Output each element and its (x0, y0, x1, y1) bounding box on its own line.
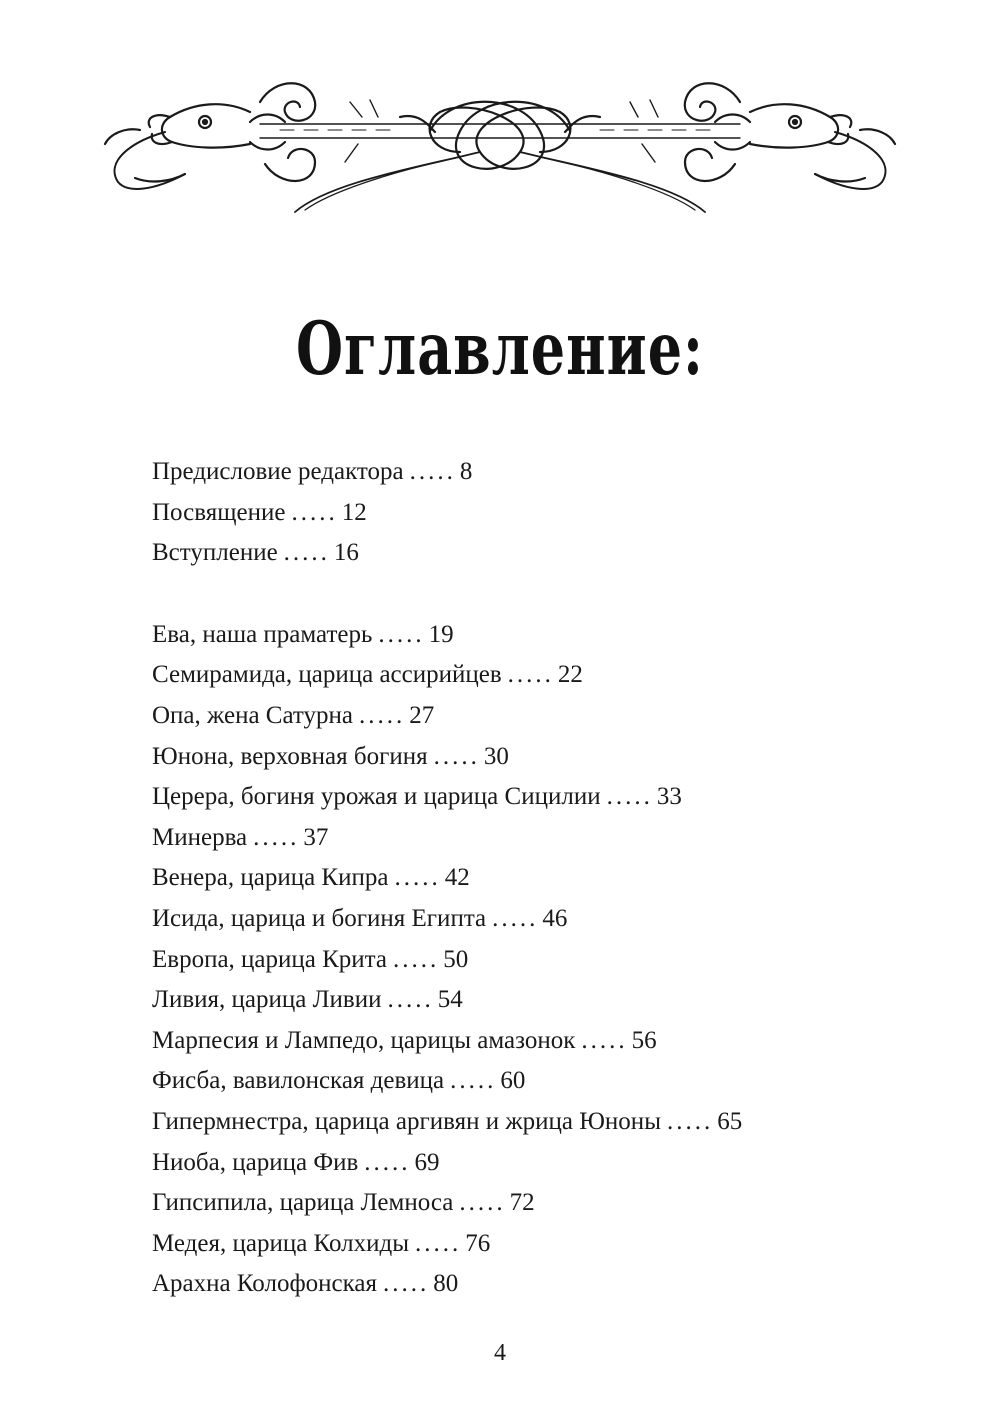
toc-entry-page: 60 (500, 1067, 526, 1095)
toc-front-matter (152, 452, 912, 574)
toc-leader-dots: ..... (378, 620, 425, 648)
toc-entry-page: 30 (483, 742, 509, 770)
toc-leader-dots: ..... (359, 701, 406, 729)
toc-entry-page: 56 (631, 1026, 657, 1054)
toc-entry-page: 27 (409, 701, 435, 729)
toc-entry (152, 858, 912, 899)
toc-entry-title: Исида, царица и богиня Египта (152, 904, 487, 932)
toc-entry (152, 777, 912, 818)
page-number: 4 (494, 1340, 506, 1366)
toc-entry-title: Арахна Колофонская (152, 1270, 377, 1298)
toc-entry-title: Опа, жена Сатурна (152, 701, 353, 729)
toc-leader-dots: ..... (383, 1270, 430, 1298)
toc-entry-page: 72 (509, 1189, 535, 1217)
toc-entry (152, 1102, 912, 1143)
toc-leader-dots: ..... (291, 498, 338, 526)
toc-entry-page: 50 (443, 945, 469, 973)
toc-entry-page: 8 (459, 458, 473, 485)
toc-leader-dots: ..... (415, 1229, 462, 1257)
toc-entry-title: Юнона, верховная богиня (152, 742, 428, 770)
toc-entry-title: Ливия, царица Ливии (152, 986, 382, 1014)
toc-leader-dots: ..... (459, 1189, 506, 1217)
toc-entry (152, 1224, 912, 1265)
table-of-contents (152, 452, 912, 1305)
toc-leader-dots: ..... (606, 783, 653, 811)
toc-entry (152, 452, 912, 493)
toc-entry-title: Гипермнестра, царица аргивян и жрица Юноны (152, 1107, 661, 1135)
toc-entry-title: Медея, царица Колхиды (152, 1229, 410, 1257)
toc-entry-title: Посвящение (152, 498, 286, 526)
toc-entry-page: 69 (414, 1148, 440, 1176)
toc-entry-title: Вступление (152, 539, 278, 567)
toc-entry-page: 46 (542, 904, 568, 932)
toc-entry (152, 615, 912, 656)
toc-entry-title: Ниоба, царица Фив (152, 1148, 359, 1176)
toc-entry-page: 37 (303, 823, 329, 851)
toc-entry (152, 655, 912, 696)
toc-leader-dots: ..... (387, 986, 434, 1014)
toc-entry (152, 1061, 912, 1102)
toc-entry (152, 940, 912, 981)
toc-entry (152, 899, 912, 940)
header-ornament-icon (100, 72, 900, 214)
toc-leader-dots: ..... (283, 539, 330, 567)
toc-leader-dots: ..... (433, 742, 480, 770)
page-title: Оглавление: (295, 305, 704, 392)
toc-leader-dots: ..... (507, 661, 554, 689)
toc-entry-title: Предисловие редактора (152, 458, 404, 485)
toc-entry (152, 737, 912, 778)
toc-entry-title: Фисба, вавилонская девица (152, 1067, 445, 1095)
toc-leader-dots: ..... (409, 458, 456, 485)
toc-entry-title: Церера, богиня урожая и царица Сицилии (152, 783, 601, 811)
toc-entry-page: 80 (433, 1270, 459, 1298)
toc-chapters (152, 615, 912, 1305)
toc-entry (152, 818, 912, 859)
toc-entry (152, 1021, 912, 1062)
toc-entry (152, 1183, 912, 1224)
toc-entry (152, 493, 912, 534)
toc-leader-dots: ..... (253, 823, 300, 851)
toc-leader-dots: ..... (450, 1067, 497, 1095)
toc-entry-page: 22 (557, 661, 583, 689)
toc-entry-page: 42 (444, 864, 470, 892)
toc-entry-page: 76 (465, 1229, 491, 1257)
toc-leader-dots: ..... (364, 1148, 411, 1176)
toc-leader-dots: ..... (394, 864, 441, 892)
toc-leader-dots: ..... (393, 945, 440, 973)
toc-entry (152, 696, 912, 737)
toc-entry (152, 533, 912, 574)
toc-entry-title: Венера, царица Кипра (152, 864, 389, 892)
toc-entry-title: Гипсипила, царица Лемноса (152, 1189, 454, 1217)
toc-entry-title: Семирамида, царица ассирийцев (152, 661, 502, 689)
toc-entry (152, 1143, 912, 1184)
toc-entry-page: 12 (341, 498, 367, 526)
toc-entry-page: 65 (717, 1107, 743, 1135)
toc-entry-page: 33 (656, 783, 682, 811)
toc-leader-dots: ..... (581, 1026, 628, 1054)
toc-leader-dots: ..... (492, 904, 539, 932)
toc-leader-dots: ..... (666, 1107, 714, 1135)
toc-entry-title: Минерва (152, 823, 248, 851)
toc-entry-page: 19 (428, 620, 454, 648)
toc-entry-title: Европа, царица Крита (152, 945, 388, 973)
toc-entry-title: Ева, наша праматерь (152, 620, 373, 648)
toc-entry-page: 16 (333, 539, 359, 567)
toc-entry (152, 980, 912, 1021)
toc-entry-title: Марпесия и Лампедо, царицы амазонок (152, 1026, 576, 1054)
toc-entry-page: 54 (437, 986, 463, 1014)
toc-entry (152, 1264, 912, 1305)
